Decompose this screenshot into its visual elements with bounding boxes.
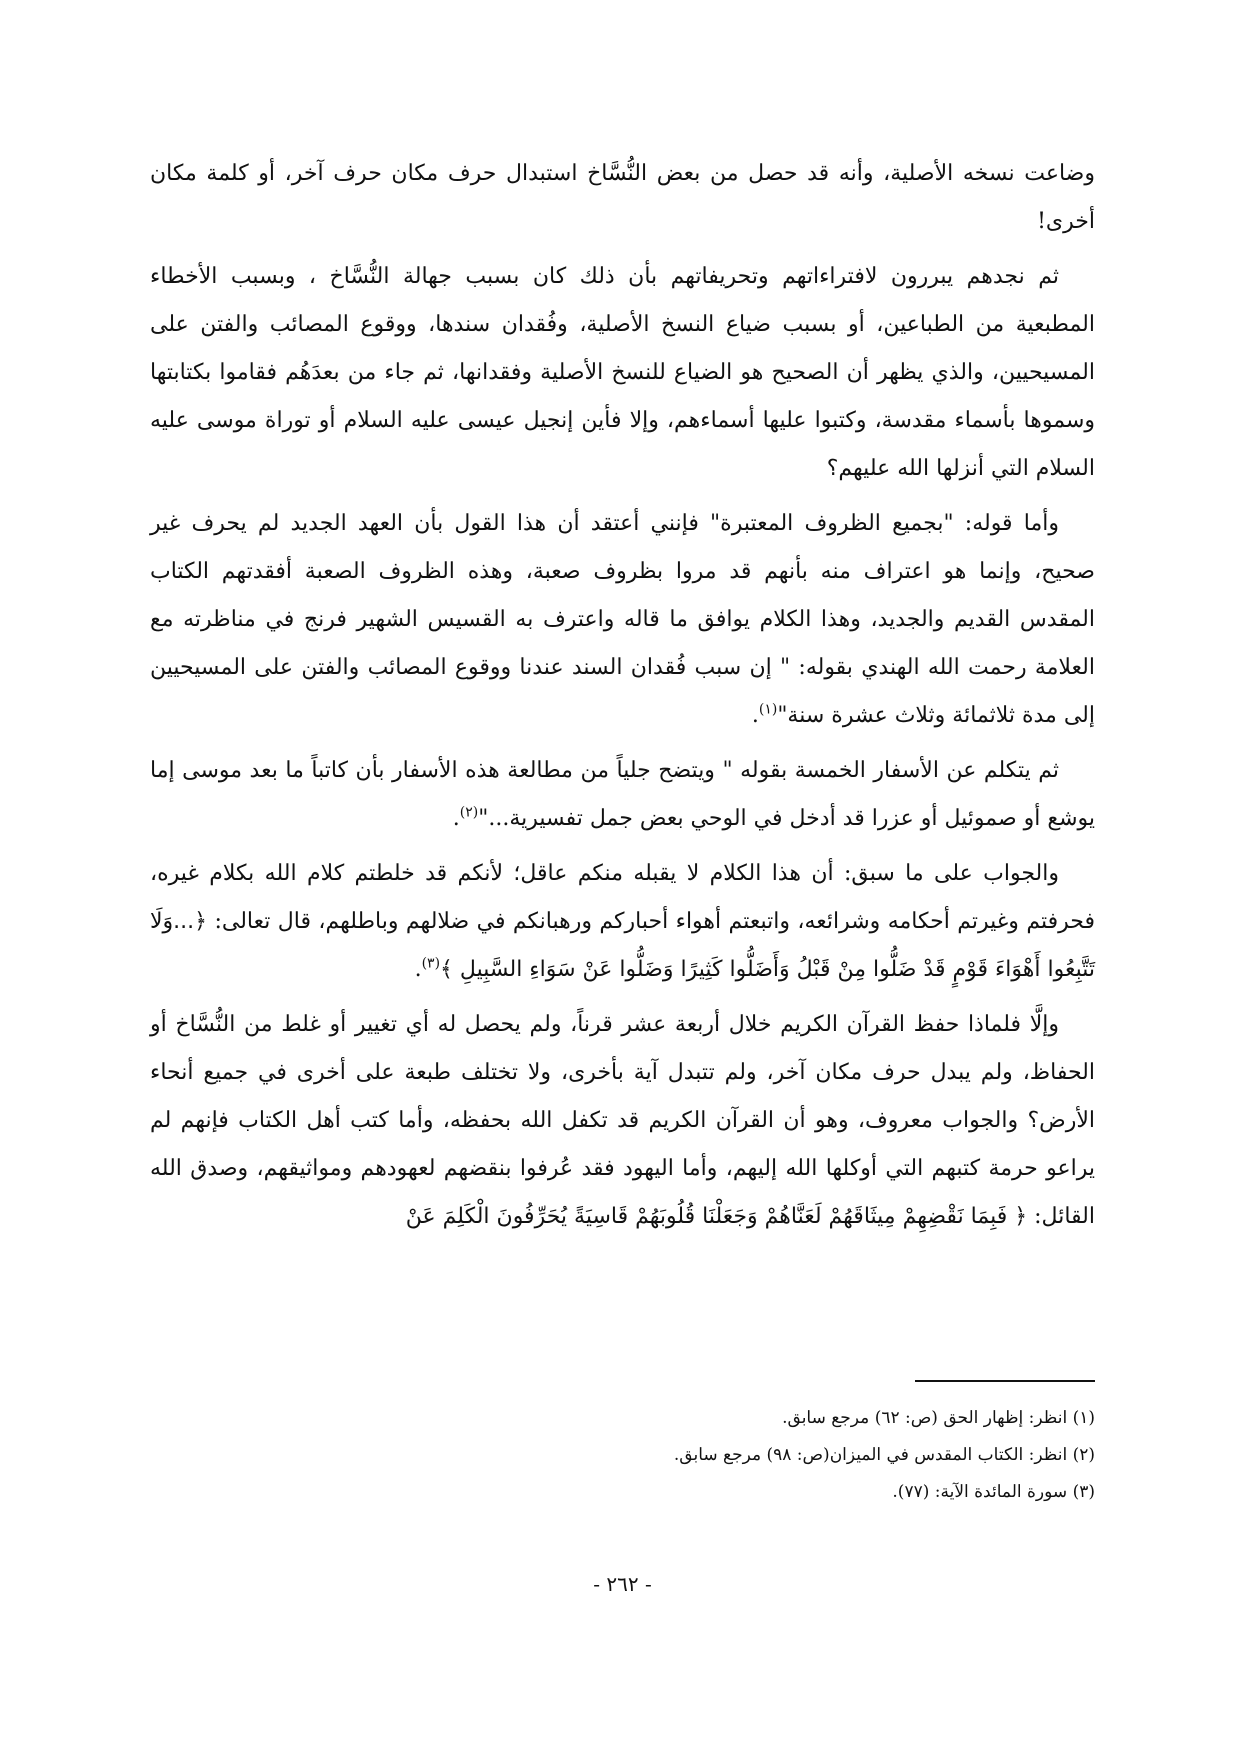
paragraph-5 <box>150 850 1095 994</box>
paragraph-1 <box>150 150 1095 246</box>
footnote-ref-2[interactable]: (٢) <box>459 804 479 821</box>
page-number: - ٢٦٢ - <box>593 1572 652 1596</box>
paragraph-2-text: ثم نجدهم يبررون لافتراءاتهم وتحريفاتهم بأن ذلك كان بسبب جهالة النُّسَّاخ ، وبسبب الأخطاء المطبعية من الطباعين، أو بسبب ضياع النسخ الأصلية، وفُقدان سندها، ووقوع المصائب والفتن على المسيحيين، والذي يظهر أن الصحيح هو الضياع للنسخ الأصلية وفقدانها، ثم جاء من بعدَهُم فقاموا بكتابتها وسموها بأسماء مقدسة، وكتبوا عليها أسماءهم، وإلا فأين إنجيل عيسى عليه السلام أو توراة موسى عليه السلام التي أنزلها الله عليهم؟ <box>150 264 1095 481</box>
paragraph-3-tail: . <box>751 703 759 728</box>
paragraph-4-text: ثم يتكلم عن الأسفار الخمسة بقوله " ويتضح جلياً من مطالعة هذه الأسفار بأن كاتباً ما بعد موسى إما يوشع أو صموئيل أو عزرا قد أدخل في الوحي بعض جمل تفسيرية..." <box>150 758 1095 831</box>
document-page <box>150 150 1095 1600</box>
quran-quote-1: ﴿...وَلَا تَتَّبِعُوا أَهْوَاءَ قَوْمٍ قَدْ ضَلُّوا مِنْ قَبْلُ وَأَضَلُّوا كَثِيرًا وَضَلُّوا عَنْ سَوَاءِ السَّبِيلِ ﴾ <box>150 909 1095 982</box>
paragraph-3 <box>150 500 1095 740</box>
footnote-3: (٣) سورة المائدة الآية: (٧٧). <box>892 1482 1095 1502</box>
footnote-separator <box>915 1380 1095 1382</box>
paragraph-4 <box>150 747 1095 843</box>
footnote-ref-1[interactable]: (١) <box>758 701 778 718</box>
footnote-1: (١) انظر: إظهار الحق (ص: ٦٢) مرجع سابق. <box>782 1408 1095 1428</box>
footnote-2: (٢) انظر: الكتاب المقدس في الميزان(ص: ٩٨) مرجع سابق. <box>673 1445 1095 1465</box>
paragraph-2 <box>150 253 1095 493</box>
paragraph-1-text: وضاعت نسخه الأصلية، وأنه قد حصل من بعض النُّسَّاخ استبدال حرف مكان حرف آخر، أو كلمة مكان أخرى! <box>150 161 1095 234</box>
quran-quote-2: ﴿ فَبِمَا نَقْضِهِمْ مِيثَاقَهُمْ لَعَنَّاهُمْ وَجَعَلْنَا قُلُوبَهُمْ قَاسِيَةً يُحَرِّفُونَ الْكَلِمَ عَنْ <box>405 1204 1028 1229</box>
paragraph-6 <box>150 1001 1095 1241</box>
footnotes <box>150 1400 1095 1511</box>
paragraph-3-text: وأما قوله: "بجميع الظروف المعتبرة" فإنني أعتقد أن هذا القول بأن العهد الجديد لم يحرف غير صحيح، وإنما هو اعتراف منه بأنهم قد مروا بظروف صعبة، وهذه الظروف الصعبة أفقدتهم الكتاب المقدس القديم والجديد، وهذا الكلام يوافق ما قاله واعترف به القسيس الشهير فرنج في مناظرته مع العلامة رحمت الله الهندي بقوله: " إن سبب فُقدان السند عندنا ووقوع المصائب والفتن على المسيحيين إلى مدة ثلاثمائة وثلاث عشرة سنة" <box>150 511 1095 728</box>
paragraph-5-text: والجواب على ما سبق: أن هذا الكلام لا يقبله منكم عاقل؛ لأنكم قد خلطتم كلام الله بكلام غيره، فحرفتم وغيرتم أحكامه وشرائعه، واتبعتم أهواء أحباركم ورهبانكم في ضلالهم وباطلهم، قال تعالى: <box>150 861 1095 934</box>
paragraph-5-tail: . <box>414 957 422 982</box>
paragraph-6-text: وإلَّا فلماذا حفظ القرآن الكريم خلال أربعة عشر قرناً، ولم يحصل له أي تغيير أو غلط من النُّسَّاخ أو الحفاظ، ولم يبدل حرف مكان آخر، ولم تتبدل آية بأخرى، ولا تختلف طبعة على أخرى في جميع أنحاء الأرض؟ والجواب معروف، وهو أن القرآن الكريم قد تكفل الله بحفظه، وأما كتب أهل الكتاب فإنهم لم يراعو حرمة كتبهم التي أوكلها الله إليهم، وأما اليهود فقد عُرفوا بنقضهم لعهودهم ومواثيقهم، وصدق الله القائل: <box>150 1012 1095 1229</box>
paragraph-4-tail: . <box>452 806 460 831</box>
body-text <box>150 150 1095 1248</box>
footnote-ref-3[interactable]: (٣) <box>421 955 441 972</box>
